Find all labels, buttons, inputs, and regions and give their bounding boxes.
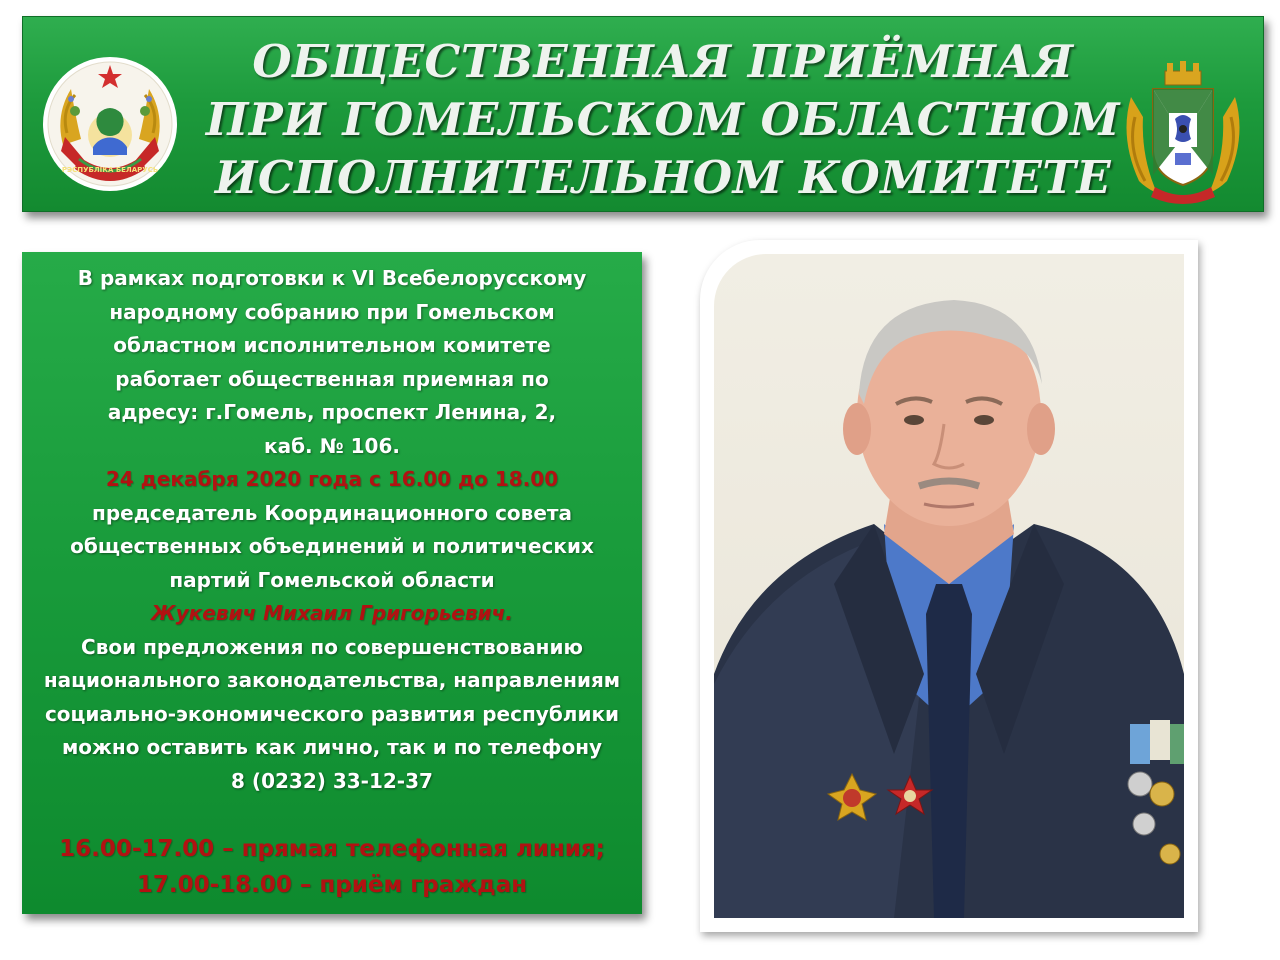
emblem-ribbon-text: РЭСПУБЛІКА БЕЛАРУСЬ [61, 166, 159, 174]
date-time-highlight: 24 декабря 2020 года с 16.00 до 18.00 [105, 467, 559, 491]
portrait-photo [714, 254, 1184, 918]
belarus-state-emblem-icon [41, 55, 179, 193]
proposals-line: социально-экономического развития республики [44, 701, 620, 726]
intro-line: областном исполнительном комитете [113, 333, 551, 357]
intro-line: народному собранию при Гомельском [109, 299, 555, 324]
intro-line: каб. № 106. [264, 433, 400, 458]
title-line: ПРИ ГОМЕЛЬСКОМ ОБЛАСТНОМ [205, 93, 1121, 146]
role-line: общественных объединений и политических [70, 534, 594, 558]
proposals-line: национального законодательства, направлениям [43, 668, 621, 692]
person-name: Жукевич Михаил Григорьевич. [151, 601, 513, 625]
title-line: ОБЩЕСТВЕННАЯ ПРИЁМНАЯ [252, 35, 1074, 88]
phone-number: 8 (0232) 33-12-37 [231, 768, 433, 793]
intro-line: адресу: г.Гомель, проспект Ленина, 2, [107, 400, 557, 424]
photo-frame [700, 240, 1198, 932]
gomel-region-coat-of-arms-icon [1117, 57, 1249, 207]
role-line: председатель Координационного совета [92, 500, 572, 525]
schedule-reception: 17.00-18.00 – приём граждан [136, 872, 528, 898]
info-panel [22, 252, 642, 914]
proposals-line: можно оставить как лично, так и по телефону [61, 735, 603, 759]
header-banner [22, 16, 1264, 212]
proposals-line: Свои предложения по совершенствованию [81, 634, 583, 659]
title-line: ИСПОЛНИТЕЛЬНОМ КОМИТЕТЕ [214, 151, 1112, 204]
intro-line: работает общественная приемная по [115, 366, 549, 391]
page-title [203, 33, 1123, 207]
role-line: партий Гомельской области [169, 567, 495, 592]
schedule-phone-line: 16.00-17.00 – прямая телефонная линия; [59, 836, 605, 862]
spacer [22, 798, 642, 831]
intro-line: В рамках подготовки к VI Всебелорусскому [77, 266, 587, 290]
